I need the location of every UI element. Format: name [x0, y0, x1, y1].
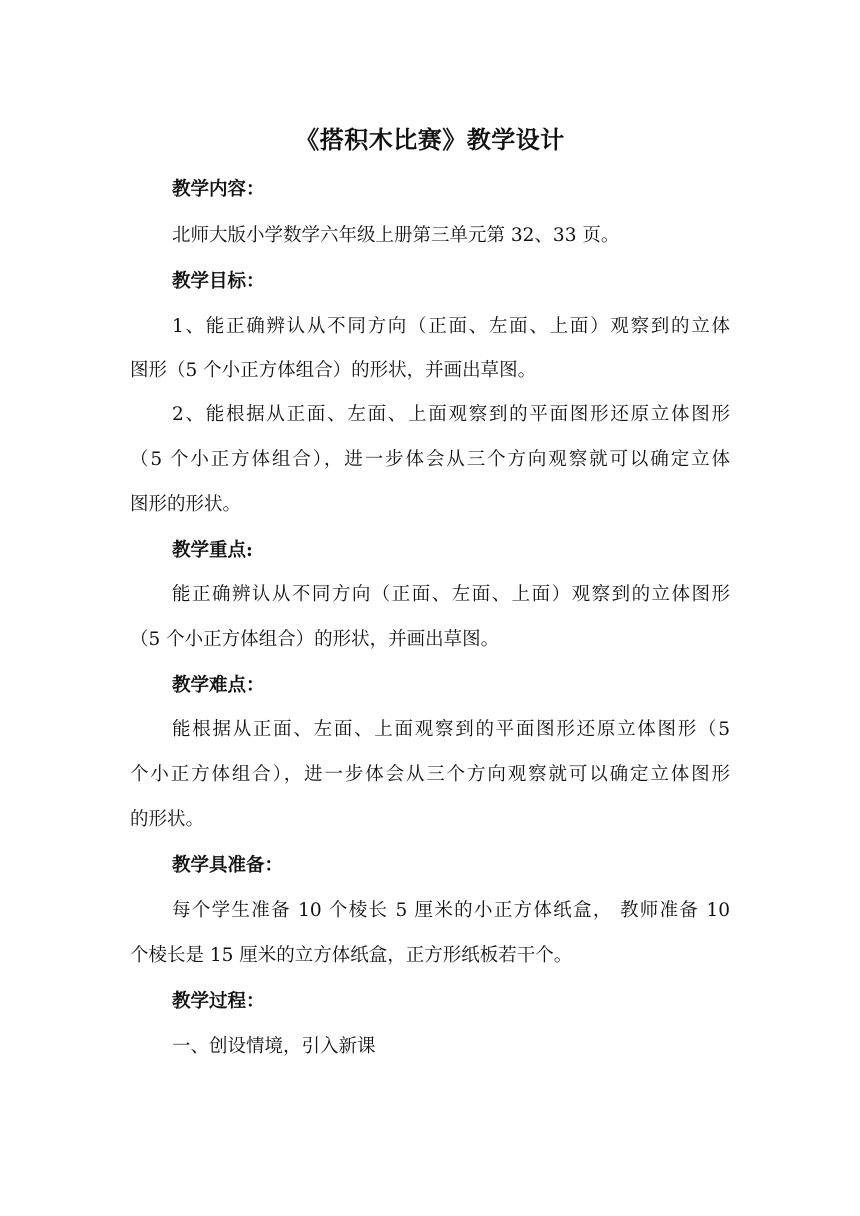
document-title: 《搭积木比赛》教学设计: [295, 125, 565, 154]
content-line: 北师大版小学数学六年级上册第三单元第 32、33 页。: [172, 225, 620, 246]
section-heading-content: 教学内容：: [172, 179, 265, 200]
goal-2-line-1: 2、能根据从正面、左面、上面观察到的平面图形还原立体图形: [172, 404, 730, 425]
section-heading-materials: 教学具准备：: [172, 855, 284, 876]
difficult-points-line-2: 个小正方体组合），进一步体会从三个方向观察就可以确定立体图形: [130, 764, 730, 785]
materials-line-1: 每个学生准备 10 个棱长 5 厘米的小正方体纸盒， 教师准备 10: [172, 900, 730, 921]
difficult-points-line-1: 能根据从正面、左面、上面观察到的平面图形还原立体图形（5: [172, 719, 730, 740]
goal-1-line-1: 1、能正确辨认从不同方向（正面、左面、上面）观察到的立体: [172, 316, 730, 337]
goal-2-line-2: （5 个小正方体组合），进一步体会从三个方向观察就可以确定立体: [130, 449, 730, 470]
key-points-line-1: 能正确辨认从不同方向（正面、左面、上面）观察到的立体图形: [172, 584, 730, 605]
section-heading-process: 教学过程：: [172, 991, 265, 1012]
difficult-points-line-3: 的形状。: [130, 809, 205, 830]
process-line-1: 一、创设情境，引入新课: [172, 1036, 376, 1057]
section-heading-goals: 教学目标：: [172, 271, 265, 292]
goal-1-line-2: 图形（5 个小正方体组合）的形状，并画出草图。: [130, 360, 537, 381]
goal-2-line-3: 图形的形状。: [130, 494, 242, 515]
section-heading-difficult-points: 教学难点：: [172, 675, 265, 696]
section-heading-key-points: 教学重点:: [172, 540, 253, 561]
key-points-line-2: （5 个小正方体组合）的形状，并画出草图。: [130, 629, 500, 650]
materials-line-2: 个棱长是 15 厘米的立方体纸盒，正方形纸板若干个。: [130, 945, 573, 966]
